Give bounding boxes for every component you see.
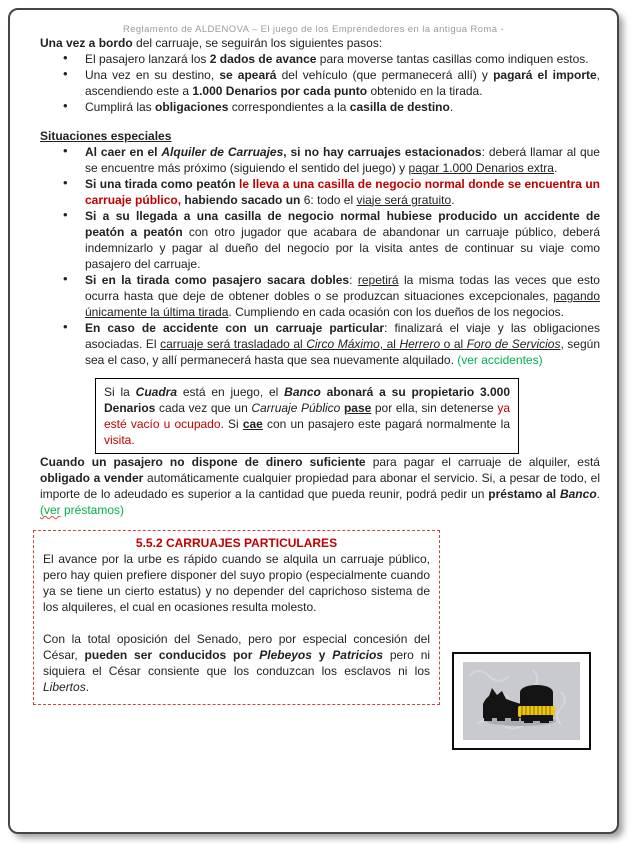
carriage-cylinder xyxy=(518,685,555,723)
text-segment: . Si xyxy=(220,417,243,431)
carriage-piece-illustration xyxy=(463,662,580,740)
text-segment: : todo el xyxy=(310,193,357,207)
particulares-paragraph xyxy=(43,631,430,695)
text-segment: Si en la tirada como pasajero sacara dobles xyxy=(85,273,350,287)
text-segment: Una vez en su destino, xyxy=(85,68,220,82)
text-segment: del carruaje, se seguirán los siguientes pasos: xyxy=(132,36,383,50)
text-segment: Circo Máximo xyxy=(306,337,380,351)
text-segment: pase xyxy=(343,401,372,415)
text-segment: Libertos xyxy=(43,680,86,694)
text-segment: , al xyxy=(379,337,400,351)
text-segment: abonará a su propietario 3.000 Denarios xyxy=(104,385,511,415)
text-segment: obtenido en la tirada. xyxy=(367,84,483,98)
text-segment: pagar 1.000 Denarios extra xyxy=(408,161,554,175)
text-segment: Banco xyxy=(559,487,597,501)
particulares-paragraph xyxy=(43,551,430,615)
text-segment: . xyxy=(449,100,454,114)
text-segment: ya esté vacío u ocupado xyxy=(104,401,510,431)
text-segment: , según sea el caso, y allí permanecerá hasta que sea nuevamente alquilado. xyxy=(85,337,600,367)
text-segment: carruaje será trasladado al xyxy=(160,337,307,351)
text-segment: pero ni siquiera el César consiente que los conduzcan los esclavos ni los xyxy=(43,648,431,678)
text-segment: le lleva a una casilla de negocio normal donde se encuentra un carruaje público, xyxy=(85,177,600,207)
list-item xyxy=(40,99,600,115)
bank-rule-paragraph xyxy=(104,384,510,448)
text-segment: . xyxy=(596,487,600,501)
text-segment: con otro jugador que acabara de abandonar un carruaje público, deberá indemnizarlo y pagar al dueño del negocio por la visita antes de continuar su viaje como pasajero del carruaje. xyxy=(85,225,601,271)
text-segment: del vehículo (que permanecerá allí) y xyxy=(276,68,494,82)
text-segment: habiendo sacado un xyxy=(181,193,304,207)
text-segment: En caso de accidente con un carruaje particular xyxy=(85,321,385,335)
text-segment: visita. xyxy=(104,433,135,447)
text-segment: pagando únicamente la última tirada xyxy=(85,289,600,319)
text-segment: , ascendiendo este a xyxy=(85,68,600,98)
text-segment: El avance por la urbe es rápido cuando se alquila un carruaje público, pero hay quien prefiere disponer del suyo propio (especialmente cuando ya se tiene un cierto estatus) y no depender del caprichoso sistema de los alquileres, el cual en ocasiones resulta molesto. xyxy=(43,552,430,614)
text-segment: pueden ser conducidos por xyxy=(84,648,260,662)
list-item xyxy=(40,208,600,272)
text-segment: 6 xyxy=(303,193,311,207)
text-segment: Con la total oposición del Senado, pero por especial concesión del César, xyxy=(43,632,430,662)
text-segment: 1.000 Denarios por cada punto xyxy=(192,84,368,98)
text-segment: Alquiler de Carruajes xyxy=(161,145,284,159)
text-segment: correspondientes a la xyxy=(228,100,350,114)
text-segment: obligaciones xyxy=(155,100,229,114)
text-segment: . Cumpliendo en cada ocasión con los dueños de los negocios. xyxy=(228,305,564,319)
insufficient-funds-paragraph xyxy=(40,454,600,518)
text-segment: : xyxy=(349,273,358,287)
carruajes-particulares-section xyxy=(33,530,440,705)
text-segment: 2 dados de avance xyxy=(209,52,317,66)
text-segment: Foro de Servicios xyxy=(466,337,561,351)
document-page xyxy=(8,8,619,834)
text-segment: casilla de destino xyxy=(349,100,450,114)
text-segment: con un pasajero este pagará normalmente la xyxy=(262,417,510,431)
text-segment: Una vez a bordo xyxy=(40,36,133,50)
list-item xyxy=(40,320,600,368)
list-item xyxy=(40,144,600,176)
text-segment: o al xyxy=(440,337,467,351)
text-segment: Si una tirada como peatón xyxy=(85,177,240,191)
list-item xyxy=(40,51,600,67)
text-segment: cada vez que un xyxy=(155,401,252,415)
text-segment: repetirá xyxy=(357,273,399,287)
bank-rule-box xyxy=(95,378,519,454)
text-segment: préstamo al xyxy=(488,487,560,501)
list-item xyxy=(40,176,600,208)
text-segment: automáticamente cualquier propiedad para abonar el servicio. Si, a pesar de todo, el importe de lo adeudado es superior a la cantidad que pueda reunir, podrá pedir un xyxy=(40,471,600,501)
text-segment: por ella, sin detenerse xyxy=(371,401,498,415)
text-segment: Patricios xyxy=(332,648,383,662)
section-heading-situaciones-especiales: Situaciones especiales xyxy=(40,129,172,143)
text-segment: viaje será gratuito xyxy=(356,193,452,207)
text-segment: El pasajero lanzará los xyxy=(85,52,210,66)
text-segment: obligado a vender xyxy=(40,471,144,485)
text-segment: Herrero xyxy=(399,337,441,351)
text-segment: Plebeyos xyxy=(259,648,312,662)
text-segment: Al caer en el xyxy=(85,145,162,159)
text-segment: para moverse tantas casillas como indiquen estos. xyxy=(316,52,589,66)
cross-reference-link[interactable]: (ver accidentes) xyxy=(457,353,543,367)
text-segment: para pagar el carruaje de alquiler, está xyxy=(365,455,600,469)
text-segment: cae xyxy=(242,417,263,431)
text-segment: y xyxy=(311,648,333,662)
list-item xyxy=(40,272,600,320)
list-item xyxy=(40,67,600,99)
page-content xyxy=(10,35,617,705)
cross-reference-link[interactable]: préstamos) xyxy=(60,503,125,517)
text-segment: Si a su llegada a una casilla de negocio normal hubiese producido un accidente de peatón a peatón xyxy=(85,209,600,239)
cross-reference-link[interactable]: (ver xyxy=(40,503,61,517)
intro-lead-paragraph xyxy=(40,35,600,51)
text-segment: . xyxy=(553,161,558,175)
game-piece-photo xyxy=(452,652,591,750)
text-segment: . xyxy=(85,680,90,694)
text-segment: Carruaje Público xyxy=(251,401,341,415)
text-segment: Banco xyxy=(284,385,321,399)
text-segment: Cumplirá las xyxy=(85,100,156,114)
text-segment: se apeará xyxy=(219,68,277,82)
text-segment: Si la xyxy=(104,385,136,399)
text-segment: , si no hay carruajes estacionados xyxy=(283,145,482,159)
text-segment: : deberá llamar al que se encuentre más próximo (siguiendo el sentido del juego) y xyxy=(85,145,600,175)
text-segment: . xyxy=(451,193,455,207)
text-segment: pagará el importe xyxy=(493,68,597,82)
subsection-heading-5-5-2: 5.5.2 CARRUAJES PARTICULARES xyxy=(135,536,338,550)
text-segment: Cuadra xyxy=(135,385,177,399)
text-segment: Cuando un pasajero no dispone de dinero suficiente xyxy=(40,455,366,469)
text-segment: está en juego, el xyxy=(177,385,285,399)
text-segment: : finalizará el viaje y las obligaciones asociadas. El xyxy=(85,321,601,351)
running-header: Reglamento de ALDENOVA – El juego de los Emprendedores en la antigua Roma - xyxy=(122,24,504,35)
text-segment: la misma todas las veces que esto ocurra hasta que deje de obtener dobles o se produzcan situaciones excepcionales, xyxy=(85,273,600,303)
